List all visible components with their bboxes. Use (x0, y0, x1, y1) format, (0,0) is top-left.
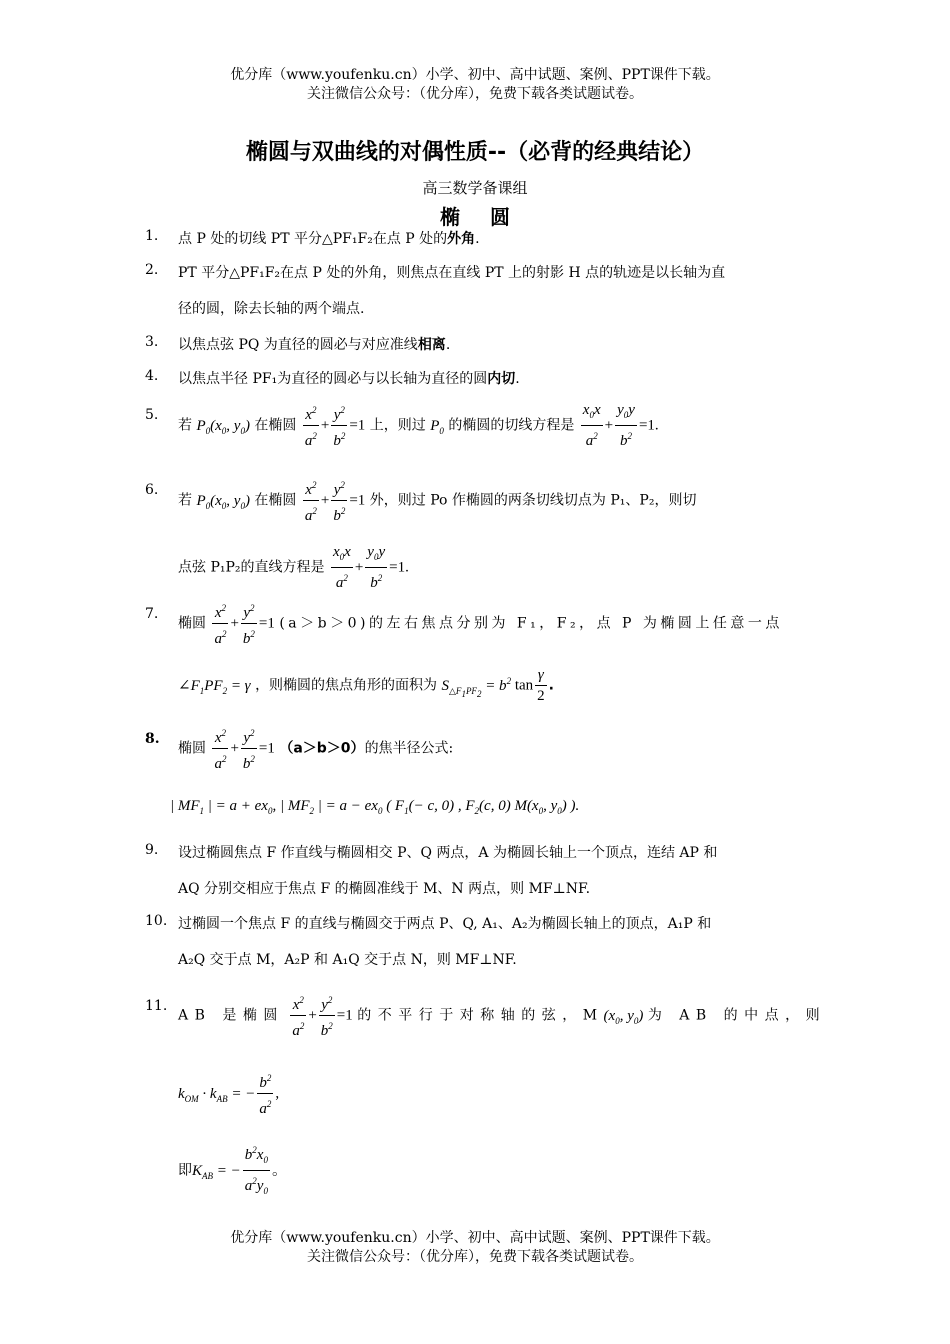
formula-frac: $\frac{x^2}{a^2}$ (290, 990, 306, 1041)
item-2-line-1: PT 平分△PF₁F₂在点 P 处的外角，则焦点在直线 PT 上的射影 H 点的轨迹是以长轴为直 (178, 265, 726, 281)
item-3-keyword: 相离 (417, 337, 446, 353)
item-number: 1. (145, 228, 159, 244)
item-number: 6. (145, 482, 159, 498)
item-7-text-b: (a＞b＞0)的左右焦点分别为 F₁，F₂，点 P 为椭圆上任意一点 (279, 615, 783, 632)
item-5-text-b: 在椭圆 (254, 417, 297, 434)
item-number: 8. (145, 731, 160, 747)
item-5: 若 $P_0(x_0$, $y_0$) 在椭圆 $\frac{x^2}{a^2}$ + $\frac{y^2}{b^2}$ =1 上，则过 $P_0$ 的椭圆的切线方程是 $\frac{x_0x}{a^2}$ + $\frac{y_0y}{b^2}$ =1. (178, 402, 659, 449)
header-line-2: 关注微信公众号：（优分库），免费下载各类试题试卷。 (307, 86, 643, 102)
formula-p0: $P_0$ (430, 417, 444, 436)
item-1-keyword: 外角 (447, 231, 476, 247)
formula-point-p0: $P_0(x_0$, $y_0$) (196, 417, 250, 436)
item-number: 11. (145, 998, 168, 1014)
item-7-text-a: 椭圆 (178, 615, 206, 632)
item-7-line-1: 椭圆 $\frac{x^2}{a^2}$ + $\frac{y^2}{b^2}$ =1 (a＞b＞0)的左右焦点分别为 F₁，F₂，点 P 为椭圆上任意一点 (178, 598, 808, 649)
item-5-text-a: 若 (178, 417, 192, 434)
formula-frac: $\frac{x^2}{a^2}$ (303, 475, 319, 526)
formula-frac: $\frac{x^2}{a^2}$ (212, 598, 228, 649)
formula-frac: $\frac{y^2}{b^2}$ (331, 400, 347, 451)
formula-kab: $K_{AB}$ = − (192, 1162, 241, 1181)
subtitle: 高三数学备课组 (422, 179, 528, 197)
item-5-text-d: 的椭圆的切线方程是 (448, 417, 575, 434)
formula-area: $S_{\triangle F_1PF_2} = b^2$ (441, 675, 512, 699)
item-number: 7. (145, 606, 159, 622)
item-11-line-1: AB 是椭圆 $\frac{x^2}{a^2}$ + $\frac{y^2}{b^2}$ =1 的不平行于对称轴的弦，$M(x_0$, $y_0$) 为 AB 的中点，则 (178, 990, 808, 1041)
item-6-line-1: 若 $P_0(x_0$, $y_0$) 在椭圆 $\frac{x^2}{a^2}$ + $\frac{y^2}{b^2}$ =1 外，则过 Po 作椭圆的两条切线切点为 P₁、P₂，则切 (178, 475, 808, 526)
formula-frac: $\frac{\gamma}{2}$ (537, 667, 545, 704)
item-2-line-2: 径的圆，除去长轴的两个端点. (178, 301, 365, 317)
item-4-keyword: 内切 (487, 371, 516, 387)
formula-point-p0: $P_0(x_0$, $y_0$) (196, 492, 250, 511)
formula-frac: $\frac{x^2}{a^2}$ (303, 400, 319, 451)
item-number: 5. (145, 407, 159, 423)
item-11-text-d: 即 (178, 1162, 192, 1179)
formula-frac: $\frac{y^2}{b^2}$ (319, 990, 335, 1041)
item-6-text-a: 若 (178, 492, 192, 509)
formula-frac: $\frac{y^2}{b^2}$ (241, 723, 257, 774)
footer-line-1: 优分库（www.youfenku.cn）小学、初中、高中试题、案例、PPT课件下载。 (230, 1230, 720, 1246)
item-6-text-b: 在椭圆 (254, 492, 297, 509)
formula-frac: $\frac{y_0y}{b^2}$ (617, 402, 635, 449)
item-8-text-c: 的焦半径公式: (364, 740, 454, 757)
item-8-line-1: 椭圆 $\frac{x^2}{a^2}$ + $\frac{y^2}{b^2}$ =1 （a＞b＞0）的焦半径公式: (178, 723, 808, 774)
item-11-line-3: 即$K_{AB}$ = − $\frac{b^2x_0}{a^2y_0}$ 。 (178, 1140, 808, 1201)
item-number: 2. (145, 262, 159, 278)
item-number: 3. (145, 334, 159, 350)
formula-frac: $\frac{x_0x}{a^2}$ (332, 544, 351, 591)
item-11-text-b: 的不平行于对称轴的弦，M (357, 1007, 604, 1024)
item-9-line-1: 设过椭圆焦点 F 作直线与椭圆相交 P、Q 两点，A 为椭圆长轴上一个顶点，连结 AP 和 (178, 845, 718, 861)
formula-angle: $\angle F_1PF_2 = \gamma$ (178, 677, 251, 696)
item-number: 9. (145, 842, 159, 858)
footer-line-2: 关注微信公众号：（优分库），免费下载各类试题试卷。 (307, 1249, 643, 1265)
item-8-condition: （a＞b＞0） (279, 740, 365, 757)
formula-point-m: ($x_0$, $y_0$) (603, 1007, 644, 1026)
formula-slope-product: $k_{OM} \cdot k_{AB}$ = − (178, 1085, 256, 1104)
formula-frac: $\frac{y^2}{b^2}$ (331, 475, 347, 526)
item-11-text-c: 为 AB 的中点，则 (647, 1007, 827, 1024)
page-title: 椭圆与双曲线的对偶性质--（必背的经典结论） (245, 140, 705, 165)
item-10-line-1: 过椭圆一个焦点 F 的直线与椭圆交于两点 P、Q, A₁、A₂为椭圆长轴上的顶点，A₁P 和 (178, 916, 712, 932)
formula-frac: $\frac{y^2}{b^2}$ (241, 598, 257, 649)
item-3: 以焦点弦 PQ 为直径的圆必与对应准线相离. (178, 337, 451, 353)
item-7-text-c: ，则椭圆的焦点角形的面积为 (255, 677, 438, 694)
item-6-text-d: 点弦 P₁P₂的直线方程是 (178, 559, 325, 576)
formula-focal-radius: | $MF_1$ | = $a + ex_0$, | $MF_2$ | = $a - ex_0$ ( $F_1(- c$, 0) , $F_2(c$, 0) $M(x_0$, $y_0$) ). (170, 798, 580, 816)
item-1: 点 P 处的切线 PT 平分△PF₁F₂在点 P 处的外角. (178, 231, 480, 247)
item-6-text-c: 外，则过 Po 作椭圆的两条切线切点为 P₁、P₂，则切 (369, 492, 697, 509)
item-8-line-2 (170, 798, 800, 816)
formula-frac: $\frac{x^2}{a^2}$ (212, 723, 228, 774)
item-number: 10. (145, 913, 168, 929)
item-number: 4. (145, 368, 159, 384)
formula-frac: $\frac{b^2}{a^2}$ (257, 1068, 273, 1119)
item-10-line-2: A₂Q 交于点 M，A₂P 和 A₁Q 交于点 N，则 MF⊥NF. (178, 952, 517, 968)
item-11-line-2: $k_{OM} \cdot k_{AB}$ = − $\frac{b^2}{a^2}$ , (178, 1068, 808, 1119)
item-6-line-2: 点弦 P₁P₂的直线方程是 $\frac{x_0x}{a^2}$ + $\frac{y_0y}{b^2}$ =1. (178, 544, 409, 591)
item-9-line-2: AQ 分别交相应于焦点 F 的椭圆准线于 M、N 两点，则 MF⊥NF. (178, 881, 591, 897)
item-8-text-a: 椭圆 (178, 740, 206, 757)
section-heading: 椭圆 (440, 205, 540, 229)
item-1-text: 点 P 处的切线 PT 平分△PF₁F₂在点 P 处的 (178, 231, 448, 247)
item-4: 以焦点半径 PF₁为直径的圆必与以长轴为直径的圆内切. (178, 371, 520, 387)
item-4-text: 以焦点半径 PF₁为直径的圆必与以长轴为直径的圆 (178, 371, 488, 387)
header-line-1: 优分库（www.youfenku.cn）小学、初中、高中试题、案例、PPT课件下载。 (230, 67, 720, 83)
formula-frac: $\frac{y_0y}{b^2}$ (367, 544, 386, 591)
item-5-text-c: 上，则过 (369, 417, 426, 434)
formula-frac: $\frac{b^2x_0}{a^2y_0}$ (243, 1140, 270, 1201)
item-3-text: 以焦点弦 PQ 为直径的圆必与对应准线 (178, 337, 418, 353)
item-11-text-a: AB 是椭圆 (178, 1007, 284, 1024)
item-7-line-2: $\angle F_1PF_2 = \gamma$ ，则椭圆的焦点角形的面积为 $S_{\triangle F_1PF_2} = b^2$ tan $\frac{\gamma}{2}$ . (178, 667, 554, 704)
formula-frac: $\frac{x_0x}{a^2}$ (582, 402, 601, 449)
